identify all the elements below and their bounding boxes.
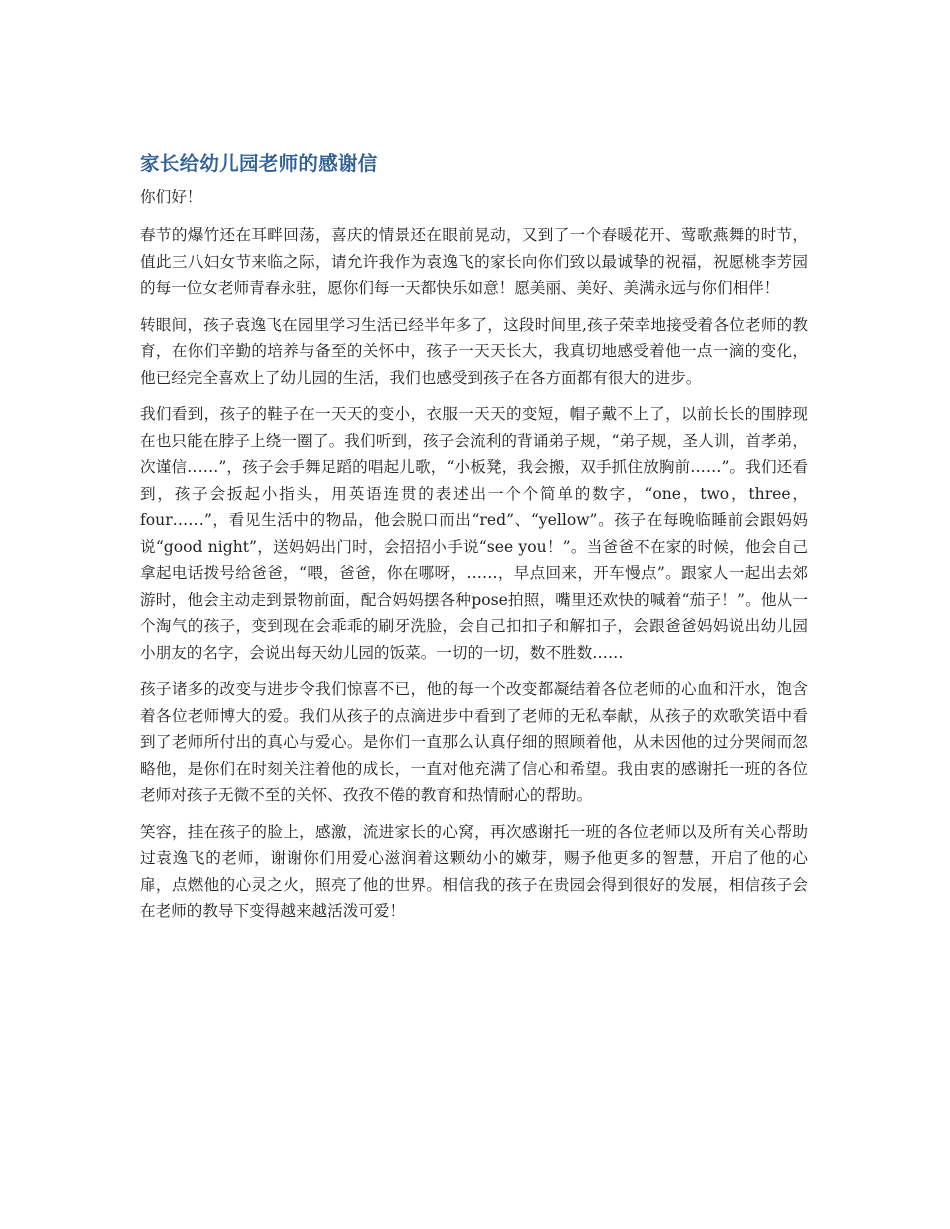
paragraph-4: 孩子诸多的改变与进步令我们惊喜不已，他的每一个改变都凝结着各位老师的心血和汗水，饱含着各位老师博大的爱。我们从孩子的点滴进步中看到了老师的无私奉献，从孩子的欢歌笑语中看到了老师所付出的真心与爱心。是你们一直那么认真仔细的照顾着他，从未因他的过分哭闹而忽略他，是你们在时刻关注着他的成长，一直对他充满了信心和希望。我由衷的感谢托一班的各位老师对孩子无微不至的关怀、孜孜不倦的教育和热情耐心的帮助。: [140, 680, 808, 804]
document-title: 家长给幼儿园老师的感谢信: [140, 152, 378, 175]
paragraph-3: 我们看到，孩子的鞋子在一天天的变小，衣服一天天的变短，帽子戴不上了，以前长长的围脖现在也只能在脖子上绕一圈了。我们听到，孩子会流利的背诵弟子规，“弟子规，圣人训，首孝弟，次谨信……”，孩子会手舞足蹈的唱起儿歌，“小板凳，我会搬，双手抓住放胸前……”。我们还看到，孩子会扳起小指头，用英语连贯的表述出一个个简单的数字，“one，two，three，four……”，看见生活中的物品，他会脱口而出“red”、“yellow”。孩子在每晚临睡前会跟妈妈说“good night”，送妈妈出门时，会招招小手说“see you！”。当爸爸不在家的时候，他会自己拿起电话拨号给爸爸，“喂，爸爸，你在哪呀，……，早点回来，开车慢点”。跟家人一起出去郊游时，他会主动走到景物前面，配合妈妈摆各种pose拍照，嘴里还欢快的喊着“茄子！”。他从一个淘气的孩子，变到现在会乖乖的刷牙洗脸，会自己扣扣子和解扣子，会跟爸爸妈妈说出幼儿园小朋友的名字，会说出每天幼儿园的饭菜。一切的一切，数不胜数……: [140, 405, 808, 662]
document-page: [140, 150, 808, 935]
greeting: 你们好！: [140, 188, 203, 206]
paragraph-5: 笑容，挂在孩子的脸上，感激，流进家长的心窝，再次感谢托一班的各位老师以及所有关心帮助过袁逸飞的老师，谢谢你们用爱心滋润着这颗幼小的嫩芽，赐予他更多的智慧，开启了他的心扉，点燃他的心灵之火，照亮了他的世界。相信我的孩子在贵园会得到很好的发展，相信孩子会在老师的教导下变得越来越活泼可爱！: [140, 822, 808, 920]
paragraph-2: 转眼间，孩子袁逸飞在园里学习生活已经半年多了，这段时间里,孩子荣幸地接受着各位老师的教育，在你们辛勤的培养与备至的关怀中，孩子一天天长大，我真切地感受着他一点一滴的变化，他已经完全喜欢上了幼儿园的生活，我们也感受到孩子在各方面都有很大的进步。: [140, 315, 808, 387]
paragraph-1: 春节的爆竹还在耳畔回荡，喜庆的情景还在眼前晃动，又到了一个春暖花开、莺歌燕舞的时节，值此三八妇女节来临之际，请允许我作为袁逸飞的家长向你们致以最诚挚的祝福，祝愿桃李芳园的每一位女老师青春永驻，愿你们每一天都快乐如意！愿美丽、美好、美满永远与你们相伴！: [140, 226, 808, 297]
